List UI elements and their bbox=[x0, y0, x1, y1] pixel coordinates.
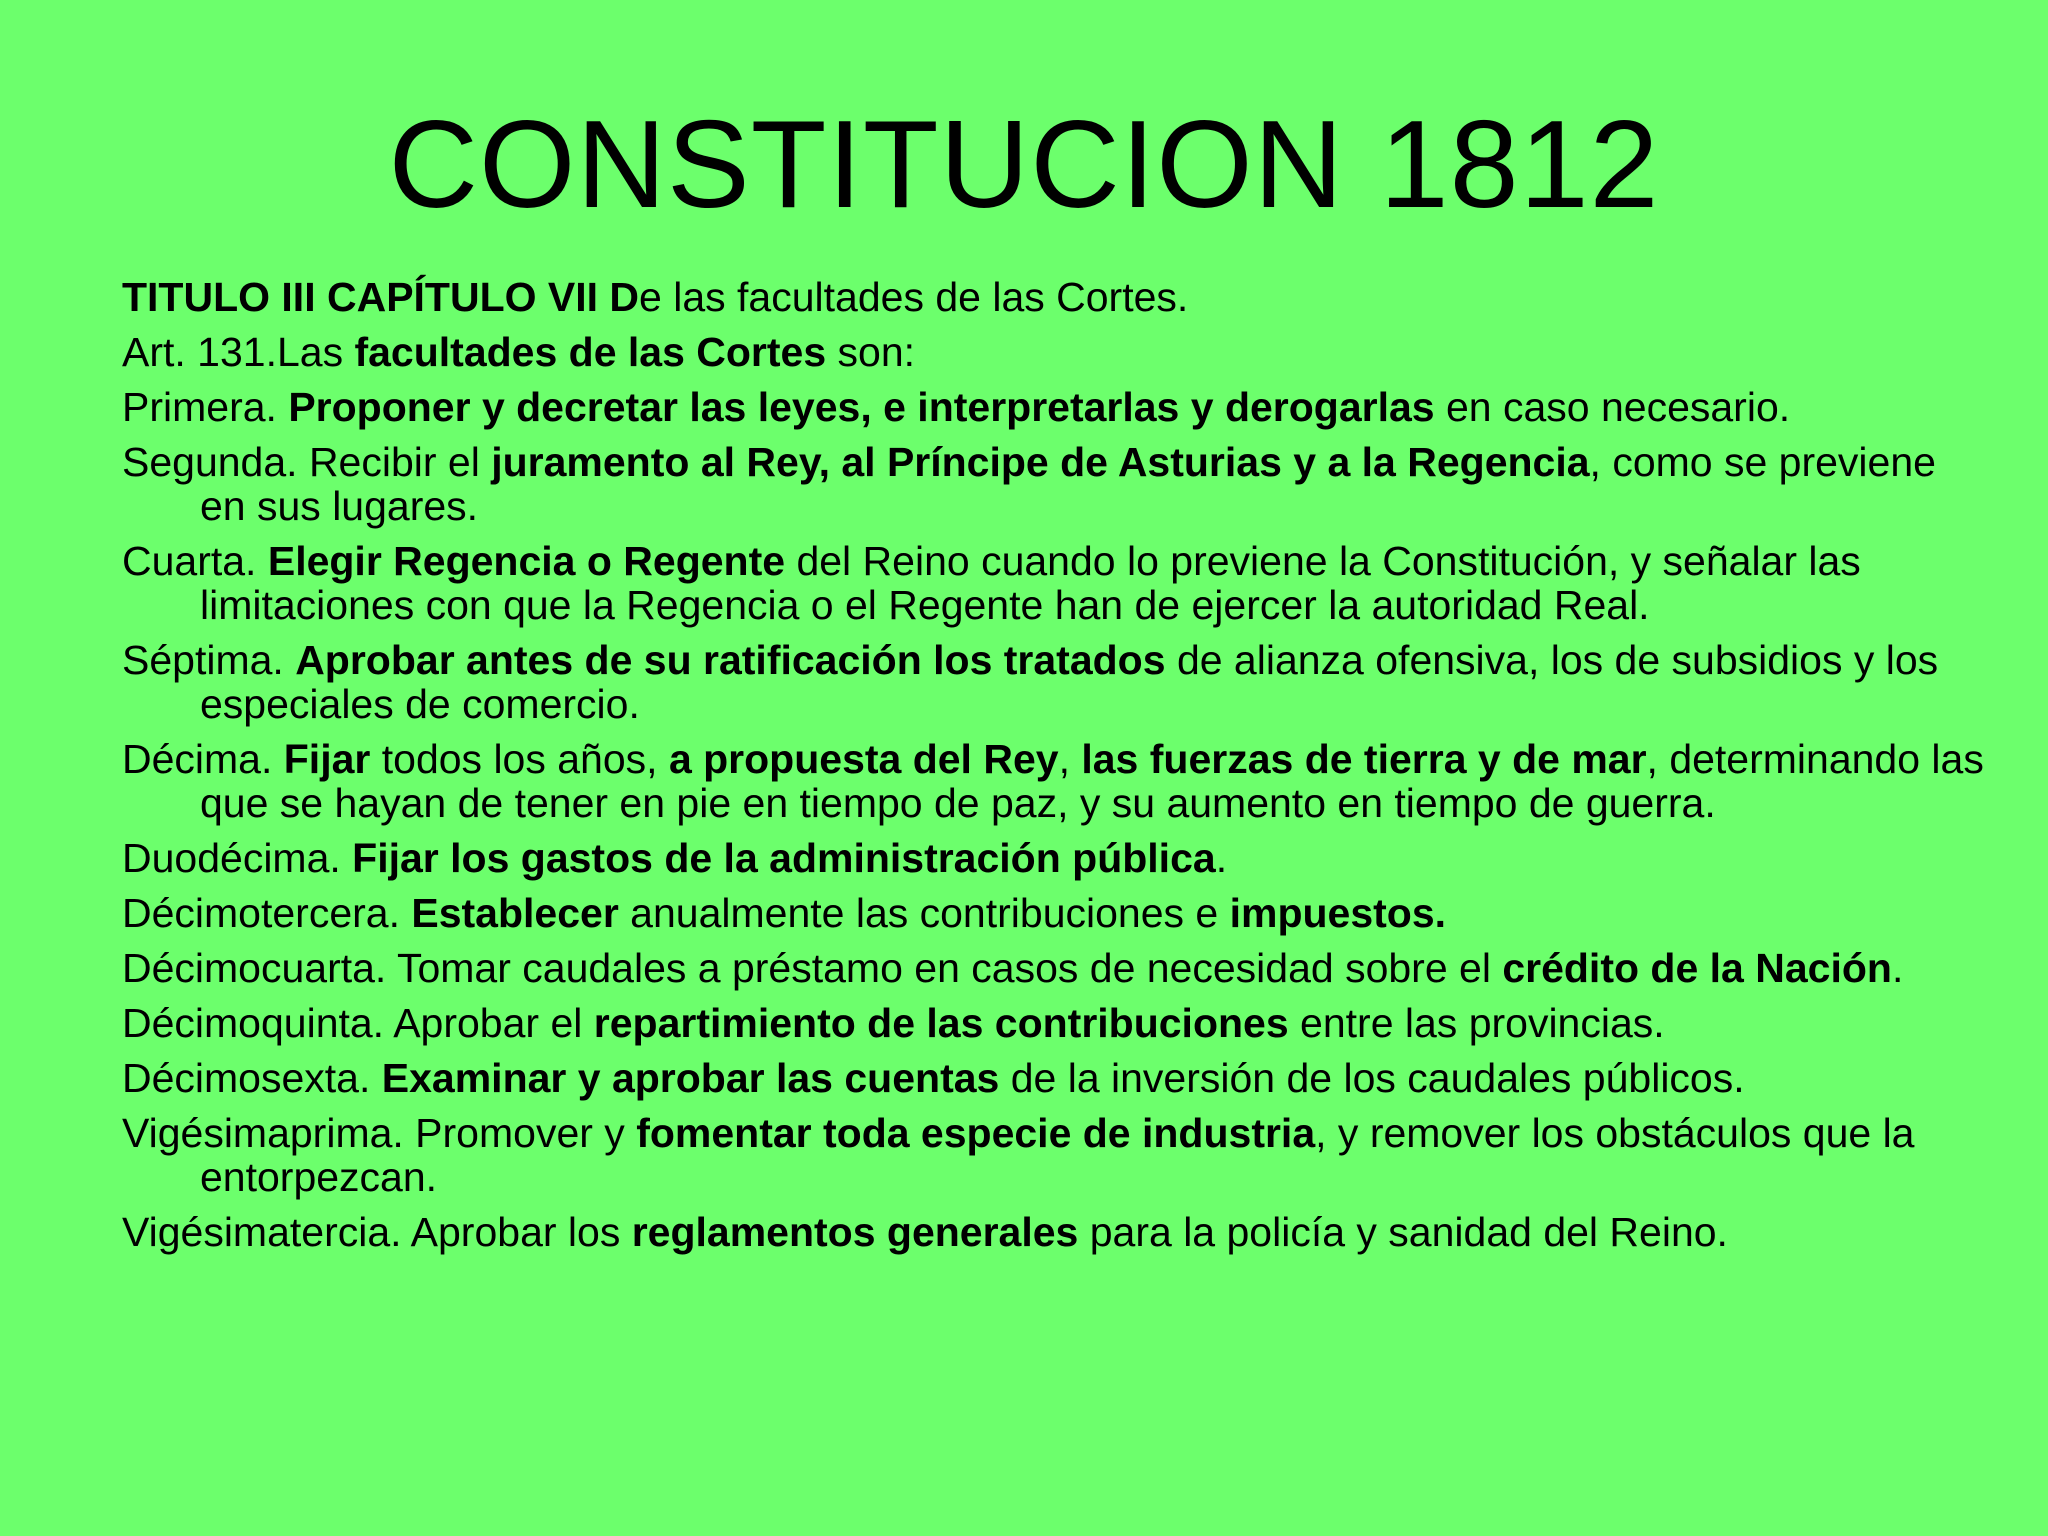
bold-text-segment: Establecer bbox=[411, 890, 619, 936]
text-segment: Vigésimatercia. Aprobar los bbox=[122, 1209, 632, 1255]
article-paragraph bbox=[122, 836, 1992, 880]
bold-text-segment: Fijar bbox=[283, 736, 371, 782]
article-paragraph bbox=[122, 891, 1992, 935]
text-segment: Vigésimaprima. Promover y bbox=[122, 1110, 637, 1156]
text-segment: Cuarta. bbox=[122, 538, 268, 584]
article-paragraph bbox=[122, 1001, 1992, 1045]
text-segment: Duodécima. bbox=[122, 835, 353, 881]
text-segment: del Reino cuando lo previene la Constitución, y señalar las limitaciones con que la Regencia o el Regente han de ejercer la autoridad Real. bbox=[200, 538, 1861, 628]
text-segment: Segunda. Recibir el bbox=[122, 439, 492, 485]
article-paragraph bbox=[122, 275, 1992, 319]
text-segment: para la policía y sanidad del Reino. bbox=[1078, 1209, 1728, 1255]
article-paragraph bbox=[122, 737, 1992, 825]
bold-text-segment: fomentar toda especie de industria bbox=[636, 1110, 1316, 1156]
article-paragraph bbox=[122, 1056, 1992, 1100]
bold-text-segment: crédito de la Nación bbox=[1502, 945, 1892, 991]
bold-text-segment: juramento al Rey, al Príncipe de Asturias y a la Regencia bbox=[491, 439, 1590, 485]
text-segment: , como se previene en sus lugares. bbox=[200, 439, 1936, 529]
text-segment: entre las provincias. bbox=[1288, 1000, 1665, 1046]
text-segment: Décimocuarta. Tomar caudales a préstamo en casos de necesidad sobre el bbox=[122, 945, 1503, 991]
text-segment: anualmente las contribuciones e bbox=[618, 890, 1230, 936]
text-segment: Décima. bbox=[122, 736, 284, 782]
text-segment: Décimoquinta. Aprobar el bbox=[122, 1000, 594, 1046]
article-paragraph bbox=[122, 440, 1992, 528]
article-paragraph bbox=[122, 330, 1992, 374]
text-segment: Décimosexta. bbox=[122, 1055, 382, 1101]
text-segment: . bbox=[1891, 945, 1904, 991]
text-segment: e las facultades de las Cortes. bbox=[639, 274, 1189, 320]
bold-text-segment: Elegir Regencia o Regente bbox=[267, 538, 786, 584]
text-segment: Art. 131.Las bbox=[122, 329, 355, 375]
slide-body bbox=[122, 275, 1992, 1265]
article-paragraph bbox=[122, 946, 1992, 990]
bold-text-segment: repartimiento de las contribuciones bbox=[593, 1000, 1289, 1046]
text-segment: de la inversión de los caudales públicos. bbox=[999, 1055, 1745, 1101]
text-segment: en caso necesario. bbox=[1434, 384, 1791, 430]
text-segment: , y remover los obstáculos que la entorpezcan. bbox=[200, 1110, 1915, 1200]
bold-text-segment: a propuesta del Rey bbox=[668, 736, 1059, 782]
bold-text-segment: Examinar y aprobar las cuentas bbox=[381, 1055, 1000, 1101]
article-paragraph bbox=[122, 385, 1992, 429]
text-segment: . bbox=[1215, 835, 1228, 881]
bold-text-segment: Fijar los gastos de la administración pública bbox=[352, 835, 1216, 881]
text-segment: Primera. bbox=[122, 384, 289, 430]
text-segment: son: bbox=[826, 329, 916, 375]
bold-text-segment: las fuerzas de tierra y de mar bbox=[1081, 736, 1647, 782]
article-paragraph bbox=[122, 1210, 1992, 1254]
bold-text-segment: reglamentos generales bbox=[631, 1209, 1079, 1255]
text-segment: , determinando las que se hayan de tener en pie en tiempo de paz, y su aumento en tiempo de guerra. bbox=[200, 736, 1984, 826]
text-segment: todos los años, bbox=[370, 736, 669, 782]
article-paragraph bbox=[122, 1111, 1992, 1199]
article-paragraph bbox=[122, 638, 1992, 726]
article-paragraph bbox=[122, 539, 1992, 627]
text-segment: Décimotercera. bbox=[122, 890, 412, 936]
text-segment: , bbox=[1058, 736, 1082, 782]
bold-text-segment: Proponer y decretar las leyes, e interpretarlas y derogarlas bbox=[288, 384, 1435, 430]
bold-text-segment: TITULO III CAPÍTULO VII D bbox=[122, 274, 640, 320]
text-segment: Séptima. bbox=[122, 637, 296, 683]
bold-text-segment: impuestos. bbox=[1229, 890, 1447, 936]
bold-text-segment: Aprobar antes de su ratificación los tratados bbox=[295, 637, 1166, 683]
text-segment: de alianza ofensiva, los de subsidios y los especiales de comercio. bbox=[200, 637, 1939, 727]
bold-text-segment: facultades de las Cortes bbox=[354, 329, 827, 375]
slide-title: CONSTITUCION 1812 bbox=[388, 96, 1660, 234]
